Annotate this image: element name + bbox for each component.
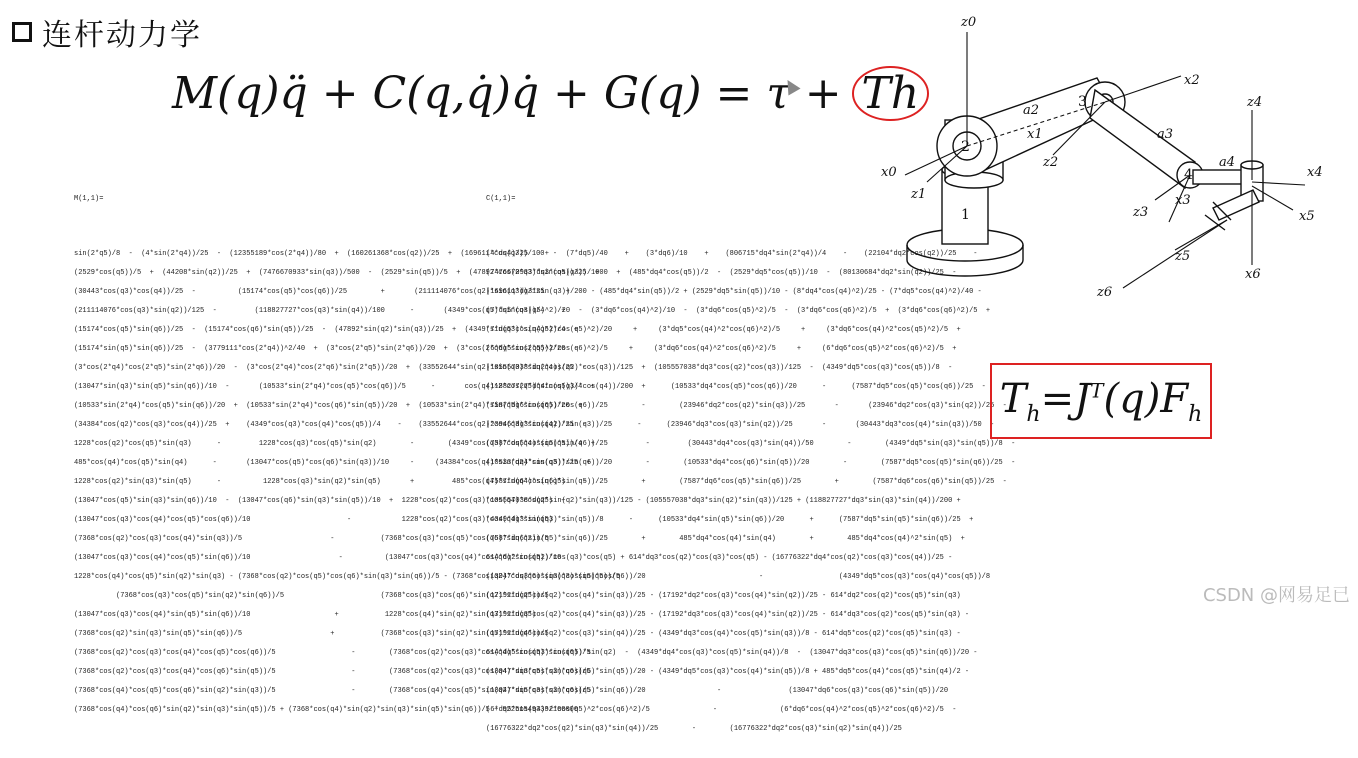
- expression-line: (105557038*dq2*cos(q2)*cos(q3))/125 + (105557038*dq3*cos(q2)*cos(q3))/125 - (4349*dq5*cos(q3)*cos(q5))/8 -: [486, 364, 953, 372]
- expression-line: (13047*cos(q3)*cos(q4)*sin(q5)*sin(q6))/10 + 1228*cos(q4)*sin(q2)*sin(q3)*sin(q5): [74, 611, 537, 619]
- expression-line: (7368*cos(q2)*cos(q3)*cos(q4)*cos(q6)*sin(q5))/5 - (7368*cos(q2)*cos(q3)*cos(q4)*sin(q5)*sin(q6))/5: [74, 668, 591, 676]
- expression-line: (17192*dq4*cos(q2)*cos(q3)*sin(q4))/25 - (4349*dq3*cos(q4)*cos(q5)*sin(q3))/8 - 614*dq5*cos(q2)*cos(q5)*sin(q3) -: [486, 630, 961, 638]
- expression-line: 614*dq5*cos(q3)*cos(q5)*sin(q2) - (4349*dq4*cos(q3)*cos(q5)*sin(q4))/8 - (13047*dq3*cos(q3)*cos(q5)*sin(q6))/20 -: [486, 649, 978, 657]
- expression-line: 1228*cos(q2)*sin(q3)*sin(q5) - 1228*cos(q3)*sin(q2)*sin(q5) + 485*cos(q4)*sin(q4)*sin(q5) -: [74, 478, 587, 486]
- label-x0: x0: [881, 165, 897, 180]
- expression-line: (30443*cos(q3)*cos(q4))/25 - (15174*cos(q5)*cos(q6))/25 + (211114076*cos(q2)*sin(q3))/125 +: [74, 288, 570, 296]
- expression-line: (2529*cos(q5))/5 + (44208*sin(q2))/25 + (7476670933*sin(q3))/500 - (2529*sin(q5))/5 + (47892*cos(2*q3)*sin(q5))/25 +: [74, 269, 600, 277]
- expression-line: (13047*cos(q5)*sin(q3)*sin(q6))/10 - (13047*cos(q6)*sin(q3)*sin(q5))/10 + 1228*cos(q2)*cos(q3)*cos(q4)*cos(q5) +: [74, 497, 566, 505]
- expression-line: (7587*dq6*sin(q5)*sin(q6))/25 + 485*dq4*cos(q4)*sin(q4) + 485*dq4*cos(q4)^2*sin(q5) +: [486, 535, 965, 543]
- section-title: [12, 10, 202, 54]
- expression-line: (6*dq5*cos(q5)^2*cos(q6)^2)/5 + (3*dq6*cos(q4)^2*cos(q6)^2)/5 + (6*dq6*cos(q5)^2*cos(q6)^2)/5 +: [486, 345, 957, 353]
- checkbox-bullet-icon: [12, 22, 32, 42]
- expression-line: (7*dq5*cos(q5)^2)/20 - (3*dq6*cos(q4)^2)/10 - (3*dq6*cos(q5)^2)/5 - (3*dq6*cos(q6)^2)/5 + (3*dq6*cos(q6)^2)/5 +: [486, 307, 991, 315]
- label-z4: z4: [1247, 95, 1263, 110]
- expression-line: (7368*cos(q3)*cos(q5)*sin(q2)*sin(q6))/5 (7368*cos(q3)*cos(q6)*sin(q2)*sin(q5))/5: [74, 592, 549, 600]
- expression-line: (10533*sin(2*q4)*cos(q5)*sin(q6))/20 + (10533*sin(2*q4)*cos(q6)*sin(q5))/20 + (10533*sin(2*q4)*sin(q5)*sin(q6))/20 +: [74, 402, 583, 410]
- expression-line: (17192*dq2*cos(q2)*cos(q4)*sin(q3))/25 - (17192*dq2*cos(q3)*cos(q4)*sin(q2))/25 - 614*dq2*cos(q2)*cos(q5)*sin(q3): [486, 592, 961, 600]
- jacobian-force-formula: [990, 363, 1212, 439]
- expression-line: 1228*cos(q4)*cos(q5)*sin(q2)*sin(q3) - (7368*cos(q2)*cos(q5)*cos(q6)*sin(q3)*sin(q6))/5 - (7368*cos(q2)*cos(q6)*sin(q3)*sin(q5))/5: [74, 573, 621, 581]
- joint-label-2: 2: [961, 139, 970, 155]
- expression-line: (13047*cos(q3)*cos(q4)*cos(q5)*cos(q6))/10 - 1228*cos(q2)*cos(q3)*cos(q4)*sin(q5): [74, 516, 553, 524]
- expression-line: (211114076*cos(q3)*sin(q2))/125 - (118827727*cos(q3)*sin(q4))/100 - (4349*cos(q5)*sin(q3))/4 +: [74, 307, 566, 315]
- label-x5: x5: [1299, 209, 1315, 224]
- expression-line: (34384*cos(q2)*cos(q3)*cos(q4))/25 + (4349*cos(q3)*cos(q4)*cos(q5))/4 - (33552644*cos(q2)*cos(q3)*sin(q4))/25 -: [74, 421, 587, 429]
- equation-lhs: M(q)q̈ + C(q,q̇)q̇ + G(q) = τ +: [172, 68, 856, 119]
- formula-text: $T_h=J^T(q)F_h$: [999, 375, 1203, 427]
- expression-line: (7587*dq6*cos(q6)*sin(q5))/25 + (7587*dq6*cos(q5)*sin(q6))/25 + (7587*dq6*cos(q6)*sin(q5))/25 -: [486, 478, 1007, 486]
- expression-line: 485*cos(q4)*cos(q5)*sin(q4) - (13047*cos(q5)*cos(q6)*sin(q3))/10 - (34384*cos(q4)*sin(q2)*sin(q3))/25 +: [74, 459, 591, 467]
- expression-line: (4*dq4)/25 + (7*dq5)/40 + (3*dq6)/10 + (806715*dq4*sin(2*q4))/4 - (22104*dq2*cos(q2))/25 -: [486, 250, 978, 258]
- label-x2: x2: [1184, 73, 1200, 88]
- expression-line: 614*dq2*cos(q2)*cos(q3)*cos(q5) + 614*dq3*cos(q2)*cos(q3)*cos(q5) - (16776322*dq4*cos(q2)*cos(q3)*cos(q4))/25 -: [486, 554, 953, 562]
- joint-label-4: 4: [1184, 167, 1193, 183]
- label-a4: a4: [1219, 155, 1236, 170]
- robot-arm-diagram: [875, 10, 1345, 310]
- mass-matrix-lines: [74, 245, 621, 720]
- label-x3: x3: [1175, 193, 1191, 208]
- expression-line: (15174*cos(q5)*sin(q6))/25 - (15174*cos(q6)*sin(q5))/25 - (47892*sin(q2)*sin(q3))/25 + (4349*sin(q3)*sin(q5))/4 +: [74, 326, 579, 334]
- expression-line: (3*cos(2*q4)*cos(2*q5)*sin(2*q6))/20 - (3*cos(2*q4)*cos(2*q6)*sin(2*q5))/20 + (33552644*sin(q2)*sin(q3)*sin(q4))/25 -: [74, 364, 587, 372]
- expression-line: (16776322*dq2*cos(q2)*sin(q3)*sin(q4))/25 - (16776322*dq2*cos(q3)*sin(q2)*sin(q4))/25: [486, 725, 902, 733]
- title-text: 连杆动力学: [42, 18, 202, 53]
- joint-label-3: 3: [1078, 94, 1087, 110]
- label-z2: z2: [1043, 155, 1059, 170]
- expression-line: (4349*dq3*sin(q3)*sin(q5))/8 - (10533*dq4*sin(q5)*sin(q6))/20 + (7587*dq5*sin(q5)*sin(q6))/25 +: [486, 516, 974, 524]
- expression-line: (17192*dq3*cos(q2)*cos(q4)*sin(q3))/25 - (17192*dq3*cos(q3)*cos(q4)*sin(q2))/25 - 614*dq3*cos(q2)*cos(q5)*sin(q3) -: [486, 611, 970, 619]
- expression-line: (7368*cos(q2)*cos(q3)*cos(q4)*cos(q5)*cos(q6))/5 - (7368*cos(q2)*cos(q3)*cos(q4)*sin(q5)*sin(q6))/5: [74, 649, 591, 657]
- label-z0: z0: [961, 15, 977, 30]
- dynamics-equation: [172, 66, 929, 121]
- label-z1: z1: [911, 187, 927, 202]
- expression-line: (13047*dq3*cos(q3)*cos(q6)*sin(q5))/20 - (4349*dq5*cos(q3)*cos(q4)*sin(q5))/8 + 485*dq5*cos(q4)*cos(q5)*sin(q4)/2 -: [486, 668, 970, 676]
- expression-line: 1228*cos(q2)*cos(q5)*sin(q3) - 1228*cos(q3)*cos(q5)*sin(q2) - (4349*cos(q3)*cos(q4)*sin(q5))/4 +: [74, 440, 595, 448]
- label-a3: a3: [1157, 127, 1174, 142]
- highlighted-term-text: Th: [861, 68, 920, 119]
- expression-line: sin(2*q5)/8 - (4*sin(2*q4))/25 - (12355189*cos(2*q4))/80 + (160261368*cos(q2))/25 + (169611*cos(q3))/100 -: [74, 250, 558, 258]
- expression-line: (105557038*dq2*sin(q2)*sin(q3))/125 - (105557038*dq3*sin(q2)*sin(q3))/125 + (118827727*dq3*sin(q3)*sin(q4))/200 +: [486, 497, 961, 505]
- watermark: CSDN @网易足已: [1202, 585, 1350, 606]
- expression-line: (7368*cos(q2)*sin(q3)*sin(q5)*sin(q6))/5 + (7368*cos(q3)*sin(q2)*sin(q5)*sin(q6))/5: [74, 630, 549, 638]
- expression-line: (13047*dq5*cos(q3)*cos(q5)*sin(q6))/20 - (13047*dq6*cos(q3)*cos(q6)*sin(q5))/20: [486, 687, 949, 695]
- coriolis-matrix-lines: [486, 245, 1016, 739]
- expression-line: (7587*dq5*cos(q5)*sin(q6))/25 - (30443*dq4*cos(q3)*sin(q4))/50 - (4349*dq5*sin(q3)*sin(q5))/8 -: [486, 440, 1016, 448]
- expression-line: (13047*dq3*cos(q3)*cos(q5)*cos(q6))/20 - (4349*dq5*cos(q3)*cos(q4)*cos(q5))/8: [486, 573, 991, 581]
- expression-line: (7*dq5*cos(q4)^2*cos(q5)^2)/20 + (3*dq5*cos(q4)^2*cos(q6)^2)/5 + (3*dq6*cos(q4)^2*cos(q5)^2)/5 +: [486, 326, 961, 334]
- label-x1: x1: [1027, 127, 1043, 142]
- label-x6: x6: [1245, 267, 1261, 282]
- expression-line: (118827727*dq4*cos(q3)*cos(q4))/200 + (10533*dq4*cos(q5)*cos(q6))/20 - (7587*dq5*cos(q5)*cos(q6))/25 -: [486, 383, 986, 391]
- label-z3: z3: [1133, 205, 1149, 220]
- label-z5: z5: [1175, 249, 1191, 264]
- mass-matrix-header: M(1,1)=: [74, 195, 104, 203]
- expression-line: (7368*cos(q2)*cos(q3)*cos(q4)*sin(q3))/5 - (7368*cos(q3)*cos(q5)*cos(q6)*sin(q2))/5: [74, 535, 549, 543]
- expression-line: (23946*dq3*cos(q2)*sin(q3))/25 - (23946*dq3*cos(q3)*sin(q2))/25 - (30443*dq3*cos(q4)*sin(q3))/50 -: [486, 421, 995, 429]
- label-a2: a2: [1023, 103, 1040, 118]
- expression-line: (13047*cos(q3)*cos(q4)*cos(q5)*sin(q6))/10 - (13047*cos(q3)*cos(q4)*cos(q6)*sin(q5))/10: [74, 554, 562, 562]
- label-x4: x4: [1307, 165, 1323, 180]
- expression-line: (7587*dq6*cos(q5)*cos(q6))/25 - (23946*dq2*cos(q2)*sin(q3))/25 - (23946*dq2*cos(q3)*sin(q2))/25 -: [486, 402, 1007, 410]
- coriolis-matrix-header: C(1,1)=: [486, 195, 516, 203]
- expression-line: (15174*sin(q5)*sin(q6))/25 - (3779111*cos(2*q4))^2/40 + (3*cos(2*q5)*sin(2*q6))/20 + (3*cos(2*q6)*sin(2*q5))/20 -: [74, 345, 579, 353]
- expression-line: (13047*sin(q3)*sin(q5)*sin(q6))/10 - (10533*sin(2*q4)*cos(q5)*cos(q6))/5 - cos(q4)^2*cos(q5)*sin(q5))/4 +: [74, 383, 595, 391]
- label-z6: z6: [1097, 285, 1113, 300]
- expression-line: (6*dq5*cos(q4)^2*cos(q5)^2*cos(q6)^2)/5 - (6*dq6*cos(q4)^2*cos(q5)^2*cos(q6)^2)/5 -: [486, 706, 957, 714]
- expression-line: (7368*cos(q4)*cos(q5)*cos(q6)*sin(q2)*sin(q3))/5 - (7368*cos(q4)*cos(q5)*sin(q2)*sin(q3)*sin(q6))/5: [74, 687, 591, 695]
- expression-line: (10533*dq4*cos(q5)*sin(q6))/20 - (10533*dq4*cos(q6)*sin(q5))/20 - (7587*dq5*cos(q5)*sin(q6))/25 -: [486, 459, 1016, 467]
- expression-line: (169611*dq3*sin(q3))/200 - (485*dq4*sin(q5))/2 + (2529*dq5*sin(q5))/10 - (8*dq4*cos(q4)^2)/25 - (7*dq5*cos(q4)^2)/40 -: [486, 288, 982, 296]
- expression-line: (7368*cos(q4)*cos(q6)*sin(q2)*sin(q3)*sin(q5))/5 + (7368*cos(q4)*sin(q2)*sin(q3)*sin(q5)*sin(q6))/5 + 92251549339/100000: [74, 706, 579, 714]
- joint-label-1: 1: [961, 207, 970, 223]
- expression-line: (7476670933*dq3*cos(q3))/1000 + (485*dq4*cos(q5))/2 - (2529*dq5*cos(q5))/10 - (80130684*dq2*sin(q2))/25 -: [486, 269, 957, 277]
